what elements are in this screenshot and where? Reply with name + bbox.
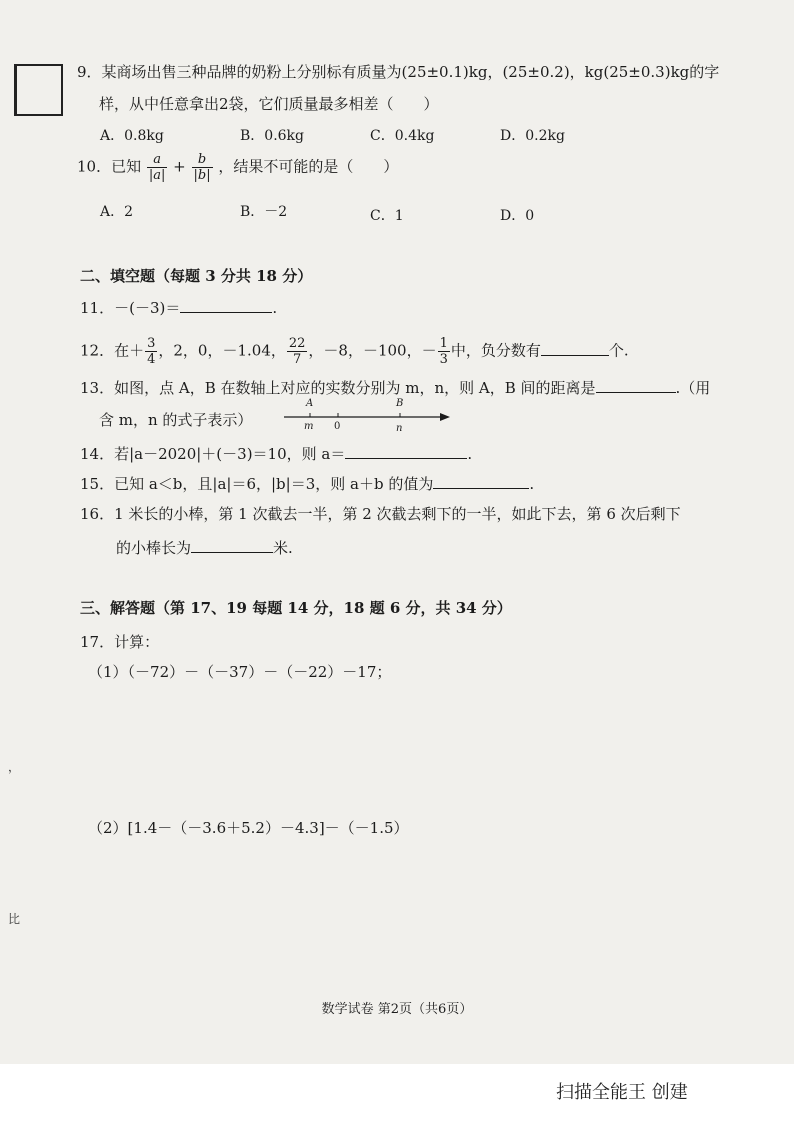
page-footer: 数学试卷 第2页（共6页）: [321, 1002, 473, 1017]
margin-comma: ，: [8, 760, 21, 774]
question-16-line-1: 16．1 米长的小棒，第 1 次截去一半，第 2 次截去剩下的一半，如此下去，第 6 次后剩下: [80, 505, 681, 523]
question-9-option-c: C．0.4kg: [370, 128, 435, 144]
question-10-option-d: D．0: [500, 208, 535, 224]
point-a-label: A: [306, 398, 314, 409]
question-9-option-d: D．0.2kg: [500, 128, 565, 144]
question-9-option-a: A．0.8kg: [100, 128, 164, 144]
question-10-option-c: C．1: [370, 208, 404, 224]
question-10-prefix: 10．已知: [77, 157, 142, 176]
question-17-part-1: （1）（－72）－（－37）－（－22）－17；: [88, 663, 392, 681]
section-2-title: 二、填空题（每题 3 分共 18 分）: [80, 267, 313, 285]
point-n-label: n: [396, 423, 403, 434]
point-b-label: B: [396, 398, 404, 409]
answer-blank[interactable]: [180, 298, 272, 313]
question-10-suffix: ，结果不可能的是（ ）: [218, 157, 399, 176]
question-10-option-b: B．－2: [240, 204, 288, 220]
answer-blank[interactable]: [541, 341, 609, 356]
fraction-3-4: $\frac{3}{4}$: [147, 336, 156, 367]
question-10-option-a: A．2: [100, 204, 134, 220]
question-9-line-2: 样，从中任意拿出2袋，它们质量最多相差（ ）: [99, 95, 439, 113]
corner-box: [14, 64, 63, 116]
answer-blank[interactable]: [345, 444, 467, 459]
number-line-figure: [282, 398, 452, 436]
question-17-title: 17．计算：: [80, 633, 160, 651]
fraction-22-7: $\frac{22}{7}$: [288, 336, 306, 367]
margin-char: 比: [8, 912, 21, 926]
point-m-label: m: [304, 421, 314, 432]
answer-blank[interactable]: [191, 538, 273, 553]
question-13-line-2: 含 m，n 的式子表示）: [99, 411, 253, 429]
question-11-text: 11．－(－3)＝: [80, 299, 181, 317]
answer-blank[interactable]: [596, 378, 676, 393]
question-16-line-2: 的小棒长为 米.: [116, 539, 293, 557]
question-15: 15．已知 a＜b，且|a|＝6，|b|＝3，则 a＋b 的值为 .: [80, 475, 535, 493]
question-13-line-1: 13．如图，点 A，B 在数轴上对应的实数分别为 m，n，则 A，B 间的距离是 .（用: [80, 379, 711, 397]
fraction-1-3: $\frac{1}{3}$: [439, 336, 448, 367]
question-17-part-2: （2）[1.4－（－3.6＋5.2）－4.3]－（－1.5）: [88, 819, 409, 837]
question-10: [77, 152, 398, 183]
section-3-title: 三、解答题（第 17、19 每题 14 分，18 题 6 分，共 34 分）: [80, 599, 512, 617]
question-14: 14．若|a－2020|＋(－3)＝10，则 a＝ .: [80, 445, 473, 463]
plus-sign: +: [173, 157, 186, 176]
question-9-line-1: 9．某商场出售三种品牌的奶粉上分别标有质量为(25±0.1)kg，(25±0.2)，kg(25±0.3)kg的字: [77, 63, 720, 81]
scanner-watermark: 扫描全能王 创建: [556, 1082, 688, 1103]
origin-label: 0: [334, 421, 341, 432]
fraction-a-over-abs-a: $\frac{a}{|a|}$: [148, 152, 166, 183]
question-12: 12．在＋ $\frac{3}{4}$ ，2，0，－1.04， $\frac{22}{7}$ ，－8，－100，－ $\frac{1}{3}$ 中，负分数有 个.: [80, 336, 629, 367]
question-9-option-b: B．0.6kg: [240, 128, 304, 144]
answer-blank[interactable]: [433, 474, 529, 489]
question-11: 11．－(－3)＝ .: [80, 299, 278, 317]
fraction-b-over-abs-b: $\frac{b}{|b|}$: [193, 152, 211, 183]
